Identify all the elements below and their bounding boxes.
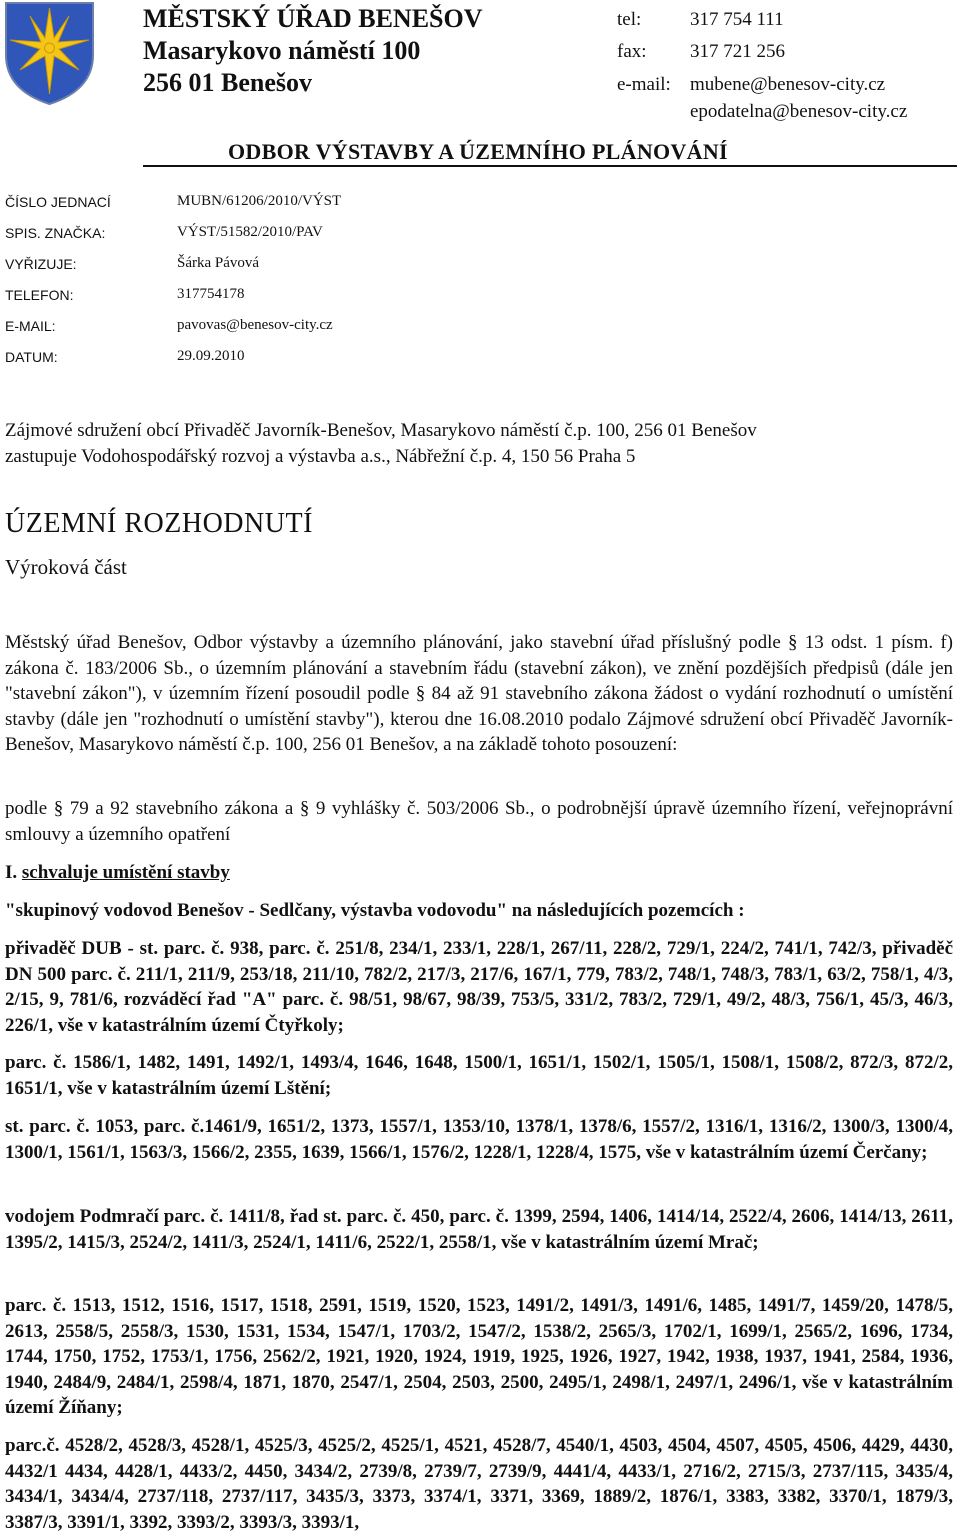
header-divider [143, 165, 957, 167]
city-crest-logo [3, 0, 96, 106]
meta-label-handled-by: VYŘIZUJE: [5, 256, 77, 272]
construction-name: "skupinový vodovod Benešov - Sedlčany, výstavba vodovodu" na následujících pozemcích : [5, 900, 745, 921]
meta-label-date: DATUM: [5, 349, 58, 365]
office-city: 256 01 Benešov [143, 68, 312, 97]
fax-value: 317 721 256 [690, 41, 785, 62]
section-number: I. [5, 862, 18, 883]
parcel-list-continued: parc.č. 4528/2, 4528/3, 4528/1, 4525/3, 4525/2, 4525/1, 4521, 4528/7, 4540/1, 4503, 4504, 4507, 4505, 4506, 4429, 4430, 4432/1 4434, 4428/1, 4433/2, 4450, 3434/2, 2739/8, 2739/7, 2739/9, 4441/4, 4433/1, 2716/2, 2715/3, 2737/115, 3435/4, 3434/1, 3434/4, 2737/118, 2737/117, 3435/3, 3373, 3374/1, 3371, 3369, 1889/2, 1876/1, 3383, 3382, 3370/1, 1879/3, 3387/3, 3391/1, 3392, 3393/2, 3393/3, 3393/1, [5, 1435, 953, 1533]
meta-label-file-mark: SPIS. ZNAČKA: [5, 225, 106, 241]
meta-label-phone: TELEFON: [5, 287, 74, 303]
email-value-2[interactable]: epodatelna@benesov-city.cz [690, 101, 908, 122]
office-street: Masarykovo náměstí 100 [143, 36, 421, 65]
parcel-list-lsteni: parc. č. 1586/1, 1482, 1491, 1492/1, 1493/4, 1646, 1648, 1500/1, 1651/1, 1502/1, 1505/1, 1508/1, 1508/2, 872/3, 872/2, 1651/1, vše v katastrálním území Lštění; [5, 1052, 953, 1099]
meta-value-handled-by: Šárka Pávová [177, 255, 260, 271]
parcel-list-ctyrkoly: přivaděč DUB - st. parc. č. 938, parc. č. 251/8, 234/1, 233/1, 228/1, 267/11, 228/2, 729/1, 224/2, 741/1, 742/3, přivaděč DN 500 parc. č. 211/1, 211/9, 253/18, 211/10, 782/2, 217/3, 217/6, 167/1, 779, 783/2, 748/1, 748/3, 783/1, 63/2, 758/1, 4/3, 2/15, 9, 781/6, rozváděcí řad "A" parc. č. 98/51, 98/67, 98/39, 753/5, 331/2, 783/2, 729/1, 49/2, 48/3, 756/1, 45/3, 46/3, 226/1, vše v katastrálním území Čtyřkoly; [5, 938, 953, 1036]
document-title: ÚZEMNÍ ROZHODNUTÍ [5, 508, 313, 539]
department-title: ODBOR VÝSTAVBY A ÚZEMNÍHO PLÁNOVÁNÍ [228, 139, 728, 164]
section-heading [5, 860, 953, 886]
section-title: schvaluje umístění stavby [21, 862, 230, 883]
email-value-1[interactable]: mubene@benesov-city.cz [690, 74, 886, 95]
tel-value: 317 754 111 [690, 9, 784, 30]
addressee-line-2: zastupuje Vodohospodářský rozvoj a výstavba a.s., Nábřežní č.p. 4, 150 56 Praha 5 [5, 446, 636, 467]
fax-label: fax: [617, 41, 647, 62]
document-subtitle: Výroková část [5, 555, 127, 579]
paragraph-assessment: Městský úřad Benešov, Odbor výstavby a územního plánování, jako stavební úřad příslušný podle § 13 odst. 1 písm. f) zákona č. 183/2006 Sb., o územním plánování a stavebním řádu (stavební zákon), ve znění pozdějších předpisů (dále jen "stavební zákon"), v územním řízení posoudil podle § 84 až 91 stavebního zákona žádost o vydání rozhodnutí o umístění stavby (dále jen "rozhodnutí o umístění stavby"), kterou dne 16.08.2010 podalo Zájmové sdružení obcí Přivaděč Javorník-Benešov, Masarykovo náměstí č.p. 100, 256 01 Benešov, a na základě tohoto posouzení: [5, 632, 953, 755]
meta-label-reference-number: ČÍSLO JEDNACÍ [5, 194, 111, 210]
meta-value-file-mark: VÝST/51582/2010/PAV [177, 224, 323, 240]
email-label: e-mail: [617, 74, 671, 95]
office-name: MĚSTSKÝ ÚŘAD BENEŠOV [143, 4, 483, 33]
parcel-list-mrac: vodojem Podmračí parc. č. 1411/8, řad st. parc. č. 450, parc. č. 1399, 2594, 1406, 1414/14, 2522/4, 2606, 1414/13, 2611, 1395/2, 1415/3, 2524/2, 1411/3, 2524/1, 1411/6, 2522/1, 2558/1, vše v katastrálním území Mrač; [5, 1206, 953, 1253]
meta-value-reference-number: MUBN/61206/2010/VÝST [177, 193, 342, 209]
meta-value-email[interactable]: pavovas@benesov-city.cz [177, 317, 333, 333]
tel-label: tel: [617, 9, 642, 30]
meta-value-date: 29.09.2010 [177, 348, 245, 364]
paragraph-legal-basis: podle § 79 a 92 stavebního zákona a § 9 vyhlášky č. 503/2006 Sb., o podrobnější úpravě územního řízení, veřejnoprávní smlouvy a územního opatření [5, 798, 953, 845]
parcel-list-zinany: parc. č. 1513, 1512, 1516, 1517, 1518, 2591, 1519, 1520, 1523, 1491/2, 1491/3, 1491/6, 1485, 1491/7, 1459/20, 1478/5, 2613, 2558/5, 2558/3, 1530, 1531, 1534, 1547/1, 1703/2, 1547/2, 1538/2, 2565/3, 1702/1, 1699/1, 2565/2, 1696, 1734, 1744, 1750, 1752, 1753/1, 1756, 2562/2, 1921, 1920, 1924, 1919, 1925, 1926, 1927, 1942, 1938, 1937, 1941, 2584, 1936, 1940, 2484/9, 2484/1, 2598/4, 1871, 1870, 2547/1, 2504, 2503, 2500, 2495/1, 2498/1, 2497/1, 2496/1, vše v katastrálním území Žíňany; [5, 1295, 953, 1418]
meta-value-phone: 317754178 [177, 286, 245, 302]
addressee-line-1: Zájmové sdružení obcí Přivaděč Javorník-Benešov, Masarykovo náměstí č.p. 100, 256 01 Benešov [5, 420, 757, 441]
parcel-list-cercany: st. parc. č. 1053, parc. č.1461/9, 1651/2, 1373, 1557/1, 1353/10, 1378/1, 1378/6, 1557/2, 1316/1, 1316/2, 1300/3, 1300/4, 1300/1, 1561/1, 1563/3, 1566/2, 2355, 1639, 1566/1, 1576/2, 1228/1, 1228/4, 1575, vše v katastrálním území Čerčany; [5, 1116, 953, 1163]
meta-label-email: E-MAIL: [5, 318, 56, 334]
